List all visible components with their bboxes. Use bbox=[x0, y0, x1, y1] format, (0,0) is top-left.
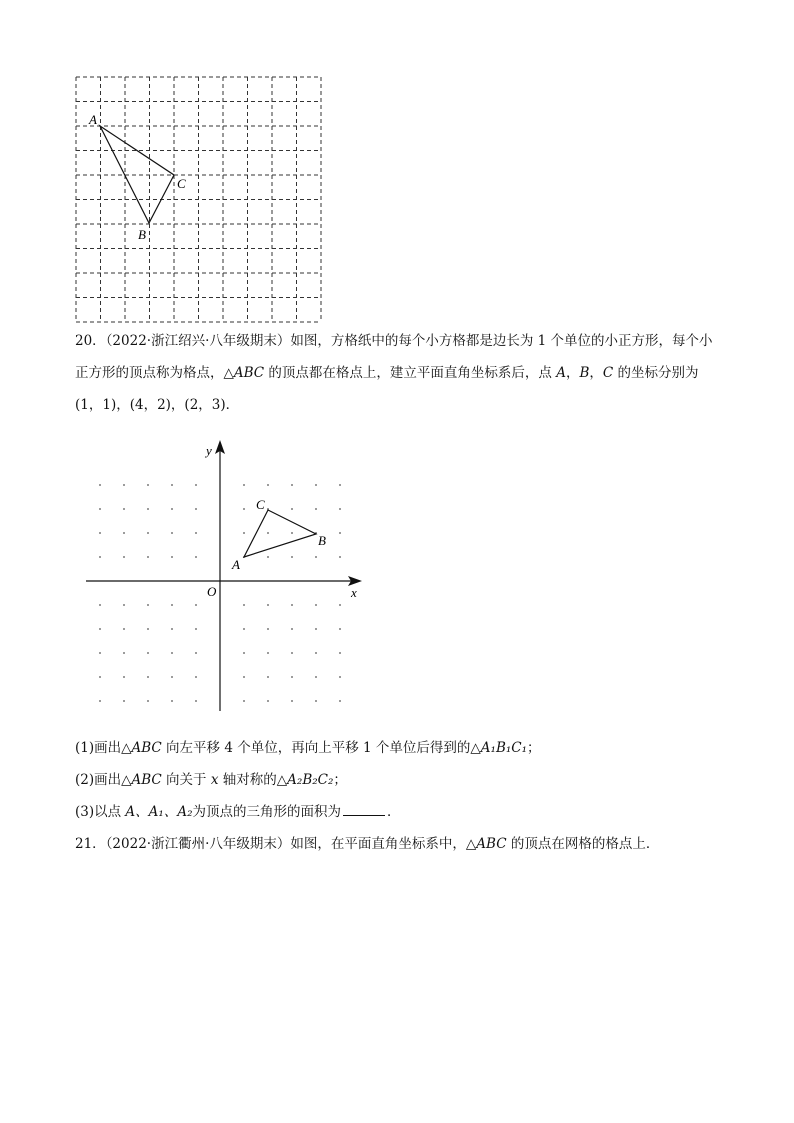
grid-dot bbox=[267, 676, 269, 678]
grid-dot bbox=[147, 484, 149, 486]
q20-sub1 bbox=[75, 733, 541, 763]
grid-figure-1 bbox=[0, 0, 794, 330]
grid-dot bbox=[99, 556, 101, 558]
sub1-triangle: △ABC bbox=[121, 740, 162, 756]
grid-dot bbox=[315, 604, 317, 606]
origin-label: O bbox=[207, 584, 217, 599]
grid-dot bbox=[171, 676, 173, 678]
grid-dot bbox=[243, 628, 245, 630]
grid-dot bbox=[171, 628, 173, 630]
grid-dot bbox=[291, 508, 293, 510]
sub1-text-b: 向左平移 4 个单位，再向上平移 1 个单位后得到的 bbox=[161, 740, 471, 756]
q20-point-b: B bbox=[579, 365, 590, 381]
grid-dot bbox=[99, 628, 101, 630]
grid-dot bbox=[267, 652, 269, 654]
grid-dot bbox=[195, 628, 197, 630]
q21-line1 bbox=[75, 829, 659, 859]
grid-dot bbox=[267, 628, 269, 630]
grid-dot bbox=[147, 652, 149, 654]
grid-dot bbox=[171, 652, 173, 654]
sub2-text-a: (2)画出 bbox=[75, 772, 122, 788]
q21-number: 21． bbox=[75, 836, 106, 852]
grid-dot bbox=[147, 604, 149, 606]
grid-dot bbox=[267, 700, 269, 702]
q21-triangle: △ABC bbox=[465, 836, 507, 852]
grid-dot bbox=[99, 604, 101, 606]
grid-dot bbox=[243, 604, 245, 606]
grid-dot bbox=[339, 556, 341, 558]
grid-dot bbox=[267, 556, 269, 558]
grid-dot bbox=[339, 604, 341, 606]
grid-dot bbox=[147, 628, 149, 630]
grid-dot bbox=[315, 508, 317, 510]
q20-line2 bbox=[75, 358, 699, 388]
dashed-grid bbox=[76, 77, 321, 322]
grid-dot bbox=[195, 652, 197, 654]
grid-dot bbox=[243, 676, 245, 678]
q20-sep-2: ， bbox=[589, 365, 603, 381]
grid-dot bbox=[147, 532, 149, 534]
grid-dot bbox=[243, 652, 245, 654]
grid-dot bbox=[315, 652, 317, 654]
grid-dot bbox=[171, 532, 173, 534]
grid-dot bbox=[123, 628, 125, 630]
coordinate-figure bbox=[0, 430, 794, 720]
sub1-text-c: ； bbox=[527, 740, 541, 756]
grid-dot bbox=[99, 508, 101, 510]
grid-dot bbox=[195, 508, 197, 510]
grid-dot bbox=[339, 676, 341, 678]
q21-text-a: 如图，在平面直角坐标系中， bbox=[290, 836, 466, 852]
grid-dot bbox=[171, 556, 173, 558]
sub2-text-b: 向关于 bbox=[161, 772, 211, 788]
grid-dot bbox=[195, 700, 197, 702]
sub2-result-triangle: △A₂B₂C₂ bbox=[276, 772, 334, 788]
grid-dot bbox=[315, 628, 317, 630]
grid-dot bbox=[123, 652, 125, 654]
label-c-coord: C bbox=[256, 497, 265, 512]
q20-line1-text: 如图，方格纸中的每个小方格都是边长为 1 个单位的小正方形，每个小 bbox=[290, 333, 713, 349]
grid-dot bbox=[291, 676, 293, 678]
grid-dot bbox=[147, 676, 149, 678]
label-c: C bbox=[177, 176, 186, 191]
grid-dot bbox=[267, 532, 269, 534]
grid-dot bbox=[195, 484, 197, 486]
grid-dot bbox=[99, 532, 101, 534]
grid-dot bbox=[243, 532, 245, 534]
answer-blank[interactable] bbox=[343, 801, 385, 816]
q20-sep-1: ， bbox=[565, 365, 580, 381]
grid-dot bbox=[99, 484, 101, 486]
q20-line1 bbox=[75, 326, 713, 356]
grid-dot bbox=[267, 484, 269, 486]
sub3-points: A、A₁、A₂ bbox=[125, 804, 193, 820]
sub2-text-c: 轴对称的 bbox=[218, 772, 277, 788]
q21-source: （2022·浙江衢州·八年级期末） bbox=[105, 836, 291, 852]
grid-dot bbox=[291, 484, 293, 486]
grid-dot bbox=[171, 700, 173, 702]
grid-dot bbox=[147, 700, 149, 702]
grid-dot bbox=[195, 556, 197, 558]
q20-line2-text-e: 的坐标分别为 bbox=[613, 365, 699, 381]
q20-line3: (1，1)，(4，2)，(2，3)． bbox=[75, 397, 240, 413]
grid-dot bbox=[123, 484, 125, 486]
grid-dot bbox=[99, 652, 101, 654]
grid-dot bbox=[291, 532, 293, 534]
q20-sub2 bbox=[75, 765, 347, 795]
q20-triangle-symbol: △ABC bbox=[223, 365, 265, 381]
grid-dot bbox=[195, 532, 197, 534]
q20-point-c: C bbox=[602, 365, 614, 381]
sub2-x: x bbox=[210, 772, 219, 788]
sub3-text-c: ． bbox=[387, 804, 401, 820]
grid-dot bbox=[243, 484, 245, 486]
sub1-result-triangle: △A₁B₁C₁ bbox=[470, 740, 528, 756]
grid-dot bbox=[315, 556, 317, 558]
grid-dot bbox=[315, 484, 317, 486]
grid-dot bbox=[339, 484, 341, 486]
q20-line2-text: 正方形的顶点称为格点， bbox=[75, 365, 224, 381]
grid-dot bbox=[339, 532, 341, 534]
grid-dot bbox=[99, 676, 101, 678]
axis-x-label: x bbox=[351, 585, 357, 600]
grid-dot bbox=[147, 508, 149, 510]
grid-dot bbox=[171, 508, 173, 510]
axis-y-label: y bbox=[206, 443, 212, 458]
grid-dot bbox=[291, 628, 293, 630]
grid-dot bbox=[195, 604, 197, 606]
triangle-abc-coord bbox=[244, 510, 316, 557]
sub1-text-a: (1)画出 bbox=[75, 740, 122, 756]
grid-dot bbox=[339, 700, 341, 702]
grid-dot bbox=[123, 700, 125, 702]
label-b-coord: B bbox=[318, 533, 326, 548]
grid-dot bbox=[123, 676, 125, 678]
grid-dot bbox=[123, 508, 125, 510]
grid-dot bbox=[291, 700, 293, 702]
grid-dot bbox=[339, 508, 341, 510]
label-a: A bbox=[89, 112, 97, 127]
q21-text-b: 的顶点在网格的格点上． bbox=[506, 836, 660, 852]
sub2-text-d: ； bbox=[333, 772, 347, 788]
grid-dot bbox=[315, 676, 317, 678]
grid-dot bbox=[171, 484, 173, 486]
grid-dot bbox=[99, 700, 101, 702]
label-b: B bbox=[138, 227, 146, 242]
q20-sub3 bbox=[75, 797, 401, 827]
grid-dot bbox=[123, 532, 125, 534]
sub3-text-b: 为顶点的三角形的面积为 bbox=[192, 804, 341, 820]
label-a-coord: A bbox=[232, 557, 240, 572]
sub2-triangle: △ABC bbox=[121, 772, 162, 788]
grid-dot bbox=[147, 556, 149, 558]
grid-dot bbox=[171, 604, 173, 606]
grid-dot bbox=[339, 628, 341, 630]
q20-point-a: A bbox=[556, 365, 566, 381]
grid-dot bbox=[243, 508, 245, 510]
grid-dot bbox=[339, 652, 341, 654]
grid-dot bbox=[267, 604, 269, 606]
sub3-text-a: (3)以点 bbox=[75, 804, 126, 820]
grid-dot bbox=[123, 604, 125, 606]
q20-number: 20． bbox=[75, 333, 106, 349]
grid-dot bbox=[291, 604, 293, 606]
grid-dot bbox=[315, 700, 317, 702]
grid-dot bbox=[195, 676, 197, 678]
grid-dot bbox=[291, 556, 293, 558]
grid-dot bbox=[291, 652, 293, 654]
grid-dot bbox=[243, 700, 245, 702]
grid-dot bbox=[123, 556, 125, 558]
q20-source: （2022·浙江绍兴·八年级期末） bbox=[105, 333, 291, 349]
q20-line2-text-b: 的顶点都在格点上，建立平面直角坐标系后，点 bbox=[264, 365, 557, 381]
